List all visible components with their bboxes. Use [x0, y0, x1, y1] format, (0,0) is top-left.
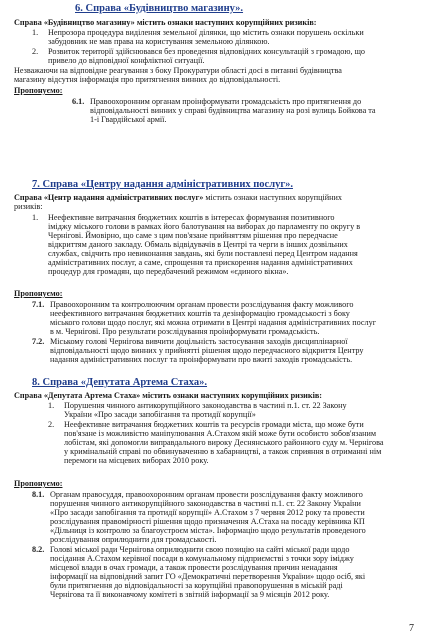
s6-proposal-1-number: 6.1.	[72, 97, 85, 106]
s7-risk-1-line: Неефективне витрачання бюджетних коштів в інтересах формування позитивного	[48, 213, 335, 222]
s6-risk-1-number: 1.	[32, 28, 39, 37]
s7-proposal-2-line: надання адміністративних послуг та проінформувати про вжиті заходів громадськість.	[50, 355, 353, 364]
s7-risk-1-line: відкриттям даного закладу. Обмаль відвідувачів в Центрі та черги в інших дозвільних	[48, 240, 348, 249]
s8-proposal-1-number: 8.1.	[32, 490, 45, 499]
section-6-intro: Справа «Будівництво магазину» містить ознаки наступних корупційних ризиків:	[14, 18, 317, 27]
s8-proposal-1-line: «Про засади запобігання та протидії корупції» А.Стахом з 7 червня 2012 року та провести	[50, 508, 365, 517]
s7-proposal-2-number: 7.2.	[32, 337, 45, 346]
s8-proposal-2-line: посідання А.Стахом керівної посади в комунальному підприємстві з точки зору іміджу	[50, 554, 354, 563]
s8-risk-2-line: перемоги на місцевих виборах 2010 року.	[64, 456, 209, 465]
s7-proposal-1-line: в м. Чернігові. Про результати розслідування проінформувати громадськість.	[50, 327, 320, 336]
s8-risk-1-line: України «Про засади запобігання та протидії корупції»	[64, 410, 256, 419]
page-number: 7	[409, 623, 414, 634]
s8-proposal-2-line: Голові міської ради Чернігова оприлюднити свою позицію на сайті міської ради щодо	[50, 545, 350, 554]
s6-note-line: Незважаючи на відповідне реагування з боку Прокуратури області досі в питанні будівництва	[14, 66, 342, 75]
s8-proposal-2-line: були притягнення до відповідальності за корупційні правопорушення в міській раді	[50, 581, 343, 590]
s7-risk-1-line: процедур для громадян, що передбачений режимом «єдиного вікна».	[48, 267, 289, 276]
s8-proposal-2-number: 8.2.	[32, 545, 45, 554]
s8-risk-2-line: Неефективне витрачання бюджетних коштів та ресурсів громади міста, що може бути	[64, 420, 364, 429]
s8-risk-1-number: 1.	[48, 401, 55, 410]
s7-risk-1-line: службах, свідчить про невиконання завдань, які були поставлені перед Центром надання	[48, 249, 358, 258]
s6-proposal-1-line: відповідальності винних у справі будівництва магазину на розі вулиць Бойкова та	[90, 106, 376, 115]
s7-proposal-1-line: Правоохоронним та контролюючим органам провести розслідування факту можливого	[50, 300, 354, 309]
s6-risk-1-line: забудовник не мав права на користування земельною ділянкою.	[48, 37, 270, 46]
s8-proposal-2-line: Чернігова та її виконавчому комітеті в звітній інформації за 9 місяців 2012 року.	[50, 590, 330, 599]
s7-proposal-1-line: неефективного витрачання бюджетних коштів та дезінформацію громадськості з боку	[50, 309, 350, 318]
s7-risk-1-line: Чернігові. Ймовірно, що саме з цим пов'язане прийняттям рішення про передчасне	[48, 231, 338, 240]
section-6-heading: 6. Справа «Будівництво магазину».	[75, 3, 244, 14]
section-7-intro: Справа «Центр надання адміністративних послуг» містить ознаки наступних корупційних	[14, 193, 343, 202]
section-7-heading: 7. Справа «Центру надання адміністративних послуг».	[32, 179, 293, 190]
s6-proposals-label: Пропонуємо:	[14, 86, 63, 95]
s7-proposal-2-line: Міському голові Чернігова вивчити доцільність застосування заходів дисциплінарної	[50, 337, 348, 346]
s8-proposal-2-line: місцевої влади в очах громади, а також провести розслідування причин ненадання	[50, 563, 338, 572]
s7-risk-1-number: 1.	[32, 213, 39, 222]
s7-proposal-1-number: 7.1.	[32, 300, 45, 309]
s8-proposal-1-line: розслідування правомірності рішення щодо призначення А.Стаха на посаду керівника КП	[50, 517, 365, 526]
section-8-intro: Справа «Депутата Артема Стаха» містить ознаки наступних корупційних ризиків:	[14, 391, 323, 400]
s8-risk-2-line: у кримінальній справі по обвинуваченню в хабарництві, а також сприяння в отриманні нім	[64, 447, 382, 456]
s6-risk-2-number: 2.	[32, 47, 39, 56]
section-8-heading: 8. Справа «Депутата Артема Стаха».	[32, 377, 208, 388]
s6-risk-2-line: Розвиток території здійснювався без проведення відповідних консультацій з громадою, що	[48, 47, 366, 56]
s8-risk-1-line: Порушення чинного антикорупційного законодавства в частині п.1. ст. 22 Закону	[64, 401, 347, 410]
s8-proposal-1-line: розслідування оприлюднити для громадськості.	[50, 535, 217, 544]
s7-proposal-2-line: відповідальності щодо винних у прийнятті рішення щодо передчасного відкриття Центру	[50, 346, 364, 355]
s6-risk-2-line: привело до відповідної конфліктної ситуації.	[48, 56, 205, 65]
s8-proposal-2-line: інформації на відповідний запит ГО «Демократичні перетворення України» щодо осіб, які	[50, 572, 366, 581]
s8-proposal-1-line: Органам правосуддя, правоохоронним органам провести розслідування факту можливого	[50, 490, 363, 499]
s8-risk-2-number: 2.	[48, 420, 55, 429]
s8-risk-2-line: пов'язане із можливістю маніпулювання А.Стахом якій може бути особисто зобов'язаним	[64, 429, 377, 438]
s8-proposal-1-line: «Дільниця із контролю за благоустроєм міста». Інформацію щодо результатів проведеного	[50, 526, 366, 535]
s7-proposal-1-line: міського голови щодо послуг, які можна отримати в Центрі надання адміністративних послуг	[50, 318, 377, 327]
s8-proposals-label: Пропонуємо:	[14, 479, 63, 488]
s6-proposal-1-line: 1-і Гвардійської армії.	[90, 115, 167, 124]
s7-risk-1-line: адміністративних послуг, а саме, спрощення та прискорення надання адміністративних	[48, 258, 353, 267]
s6-proposal-1-line: Правоохоронним органам проінформувати громадськість про притягнення до	[90, 97, 362, 106]
s6-risk-1-line: Непрозора процедура виділення земельної ділянки, що містить ознаки порушень оскільки	[48, 28, 364, 37]
s8-risk-2-line: лобістам, які допомогли виправдального вироку Деснянського районного суду м. Чернігова	[64, 438, 384, 447]
s6-note-line: магазину відсутня інформація про притягнення винних до відповідальності.	[14, 75, 281, 84]
s7-risk-1-line: іміджу міського голови в рамках його балотування на виборах до парламенту по округу в	[48, 222, 361, 231]
s8-proposal-1-line: порушення чинного антикорупційного законодавства в частині п.1. ст. 22 Закону України	[50, 499, 361, 508]
section-7-intro-cont: ризиків:	[14, 202, 43, 211]
s7-proposals-label: Пропонуємо:	[14, 289, 63, 298]
